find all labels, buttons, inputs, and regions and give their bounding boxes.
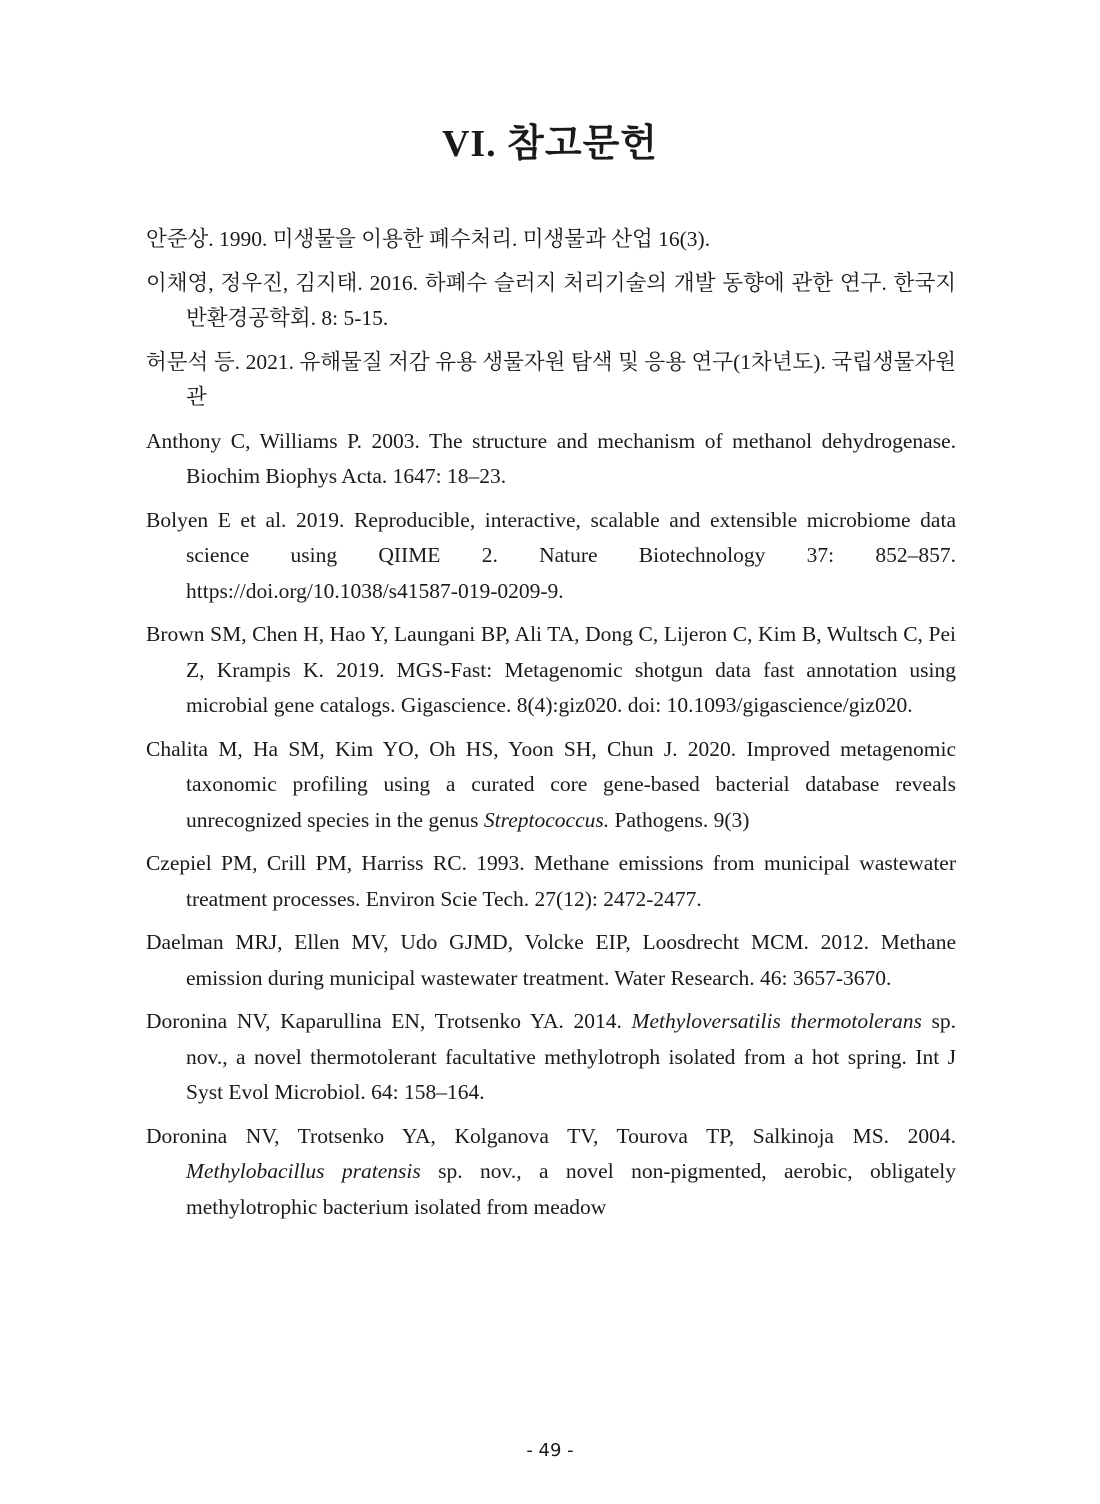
page-number: - 49 -: [526, 1440, 574, 1461]
reference-text: Chalita M, Ha SM, Kim YO, Oh HS, Yoon SH, Chun J. 2020. Improved metagenomic taxonomic profiling using a curated core gene-based bacterial database reveals unrecognized species in the genus: [146, 736, 956, 832]
reference-text: Anthony C, Williams P. 2003. The structure and mechanism of methanol dehydrogenase. Biochim Biophys Acta. 1647: 18–23.: [146, 428, 956, 488]
reference-text: Brown SM, Chen H, Hao Y, Laungani BP, Ali TA, Dong C, Lijeron C, Kim B, Wultsch C, Pei Z, Krampis K. 2019. MGS-Fast: Metagenomic shotgun data fast annotation using microbial gene catalogs. Gigascience. 8(4):giz020. doi: 10.1093/gigascience/giz020.: [146, 622, 956, 717]
reference-item: [146, 266, 956, 337]
reference-text: Pathogens. 9(3): [609, 807, 750, 832]
reference-text: Czepiel PM, Crill PM, Harriss RC. 1993. Methane emissions from municipal wastewater treatment processes. Environ Scie Tech. 27(12): 2472-2477.: [146, 851, 956, 911]
reference-text: Daelman MRJ, Ellen MV, Udo GJMD, Volcke EIP, Loosdrecht MCM. 2012. Methane emission during municipal wastewater treatment. Water Research. 46: 3657-3670.: [146, 930, 956, 990]
reference-item: [146, 222, 956, 258]
reference-item: [146, 503, 956, 610]
reference-text: Bolyen E et al. 2019. Reproducible, interactive, scalable and extensible microbiome data science using QIIME 2. Nature Biotechnology 37: 852–857. https://doi.org/10.1038/s41587-019-0209-9.: [146, 507, 956, 603]
reference-item: [146, 732, 956, 839]
reference-text: sp. nov., a novel thermotolerant facultative methylotroph isolated from a hot spring. Int J Syst Evol Microbiol. 64: 158–164.: [186, 1009, 956, 1104]
page-title: VI. 참고문헌: [441, 123, 659, 165]
species-name: Methylobacillus pratensis: [186, 1159, 421, 1183]
reference-item: [146, 925, 956, 996]
reference-item: [146, 1119, 956, 1226]
reference-item: [146, 617, 956, 724]
reference-text: 이채영, 정우진, 김지태. 2016. 하폐수 슬러지 처리기술의 개발 동향에 관한 연구. 한국지반환경공학회. 8: 5-15.: [146, 270, 956, 330]
reference-item: [146, 1004, 956, 1111]
species-name: Methyloversatilis thermotolerans: [631, 1009, 922, 1033]
reference-text: 허문석 등. 2021. 유해물질 저감 유용 생물자원 탐색 및 응용 연구(1차년도). 국립생물자원관: [146, 349, 956, 409]
reference-text: Doronina NV, Trotsenko YA, Kolganova TV, Tourova TP, Salkinoja MS. 2004.: [146, 1123, 956, 1148]
species-name: Streptococcus.: [483, 807, 610, 832]
reference-text: Doronina NV, Kaparullina EN, Trotsenko YA. 2014.: [146, 1009, 632, 1033]
reference-text: 안준상. 1990. 미생물을 이용한 폐수처리. 미생물과 산업 16(3).: [146, 227, 711, 251]
reference-list: [146, 222, 956, 1233]
reference-text: sp. nov., a novel non-pigmented, aerobic, obligately methylotrophic bacterium isolated from meadow: [186, 1159, 956, 1219]
reference-item: [146, 345, 956, 416]
reference-item: [146, 846, 956, 917]
reference-item: [146, 424, 956, 495]
